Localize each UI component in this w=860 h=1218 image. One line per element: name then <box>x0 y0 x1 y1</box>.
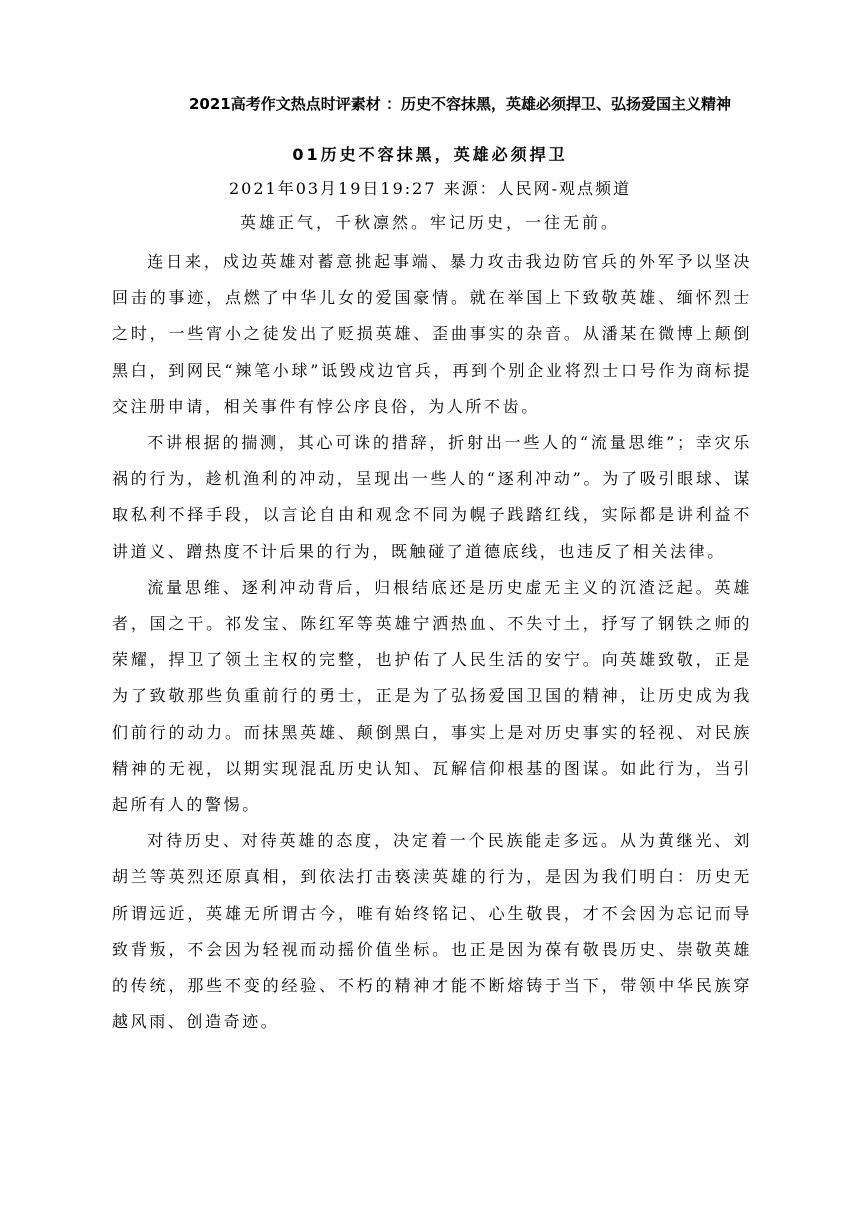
paragraph: 对待历史、对待英雄的态度，决定着一个民族能走多远。从为黄继光、刘胡兰等英烈还原真相，到依法打击亵渎英雄的行为，是因为我们明白：历史无所谓远近，英雄无所谓古今，唯有始终铭记、心生敬畏，才不会因为忘记而导致背叛，不会因为轻视而动摇价值坐标。也正是因为葆有敬畏历史、崇敬英雄的传统，那些不变的经验、不朽的精神才能不断熔铸于当下，带领中华民族穿越风雨、创造奇迹。 <box>112 831 752 1032</box>
document-title: 2021高考作文热点时评素材 ：历史不容抹黑，英雄必须捍卫、弘扬爱国主义精神 <box>189 95 731 113</box>
paragraph: 流量思维、逐利冲动背后，归根结底还是历史虚无主义的沉渣泛起。英雄者，国之干。祁发宝、陈红军等英雄宁洒热血、不失寸土，抒写了钢铁之师的荣耀，捍卫了领土主权的完整，也护佑了人民生活的安宁。向英雄致敬，正是为了致敬那些负重前行的勇士，正是为了弘扬爱国卫国的精神，让历史成为我们前行的动力。而抹黑英雄、颠倒黑白，事实上是对历史事实的轻视、对民族精神的无视，以期实现混乱历史认知、瓦解信仰根基的图谋。如此行为，当引起所有人的警惕。 <box>112 577 752 815</box>
lead-sentence: 英雄正气，千秋凛然。牢记历史，一往无前。 <box>239 213 620 232</box>
paragraph: 连日来，戍边英雄对蓄意挑起事端、暴力攻击我边防官兵的外军予以坚决回击的事迹，点燃了中华儿女的爱国豪情。就在举国上下致敬英雄、缅怀烈士之时，一些宵小之徒发出了贬损英雄、歪曲事实的杂音。从潘某在微博上颠倒黑白，到网民“辣笔小球”诋毁戍边官兵，再到个别企业将烈士口号作为商标提交注册申请，相关事件有悖公序良俗，为人所不齿。 <box>112 252 752 416</box>
paragraph: 不讲根据的揣测，其心可诛的措辞，折射出一些人的“流量思维”；幸灾乐祸的行为，趁机渔利的冲动，呈现出一些人的“逐利冲动”。为了吸引眼球、谋取私利不择手段，以言论自由和观念不同为幌子践踏红线，实际都是讲利益不讲道义、蹭热度不计后果的行为，既触碰了道德底线，也违反了相关法律。 <box>112 433 752 561</box>
publish-info: 2021年03月19日19:27 来源：人民网-观点频道 <box>228 179 632 198</box>
article-body <box>112 244 752 1040</box>
article-heading: 01历史不容抹黑，英雄必须捍卫 <box>292 145 568 164</box>
